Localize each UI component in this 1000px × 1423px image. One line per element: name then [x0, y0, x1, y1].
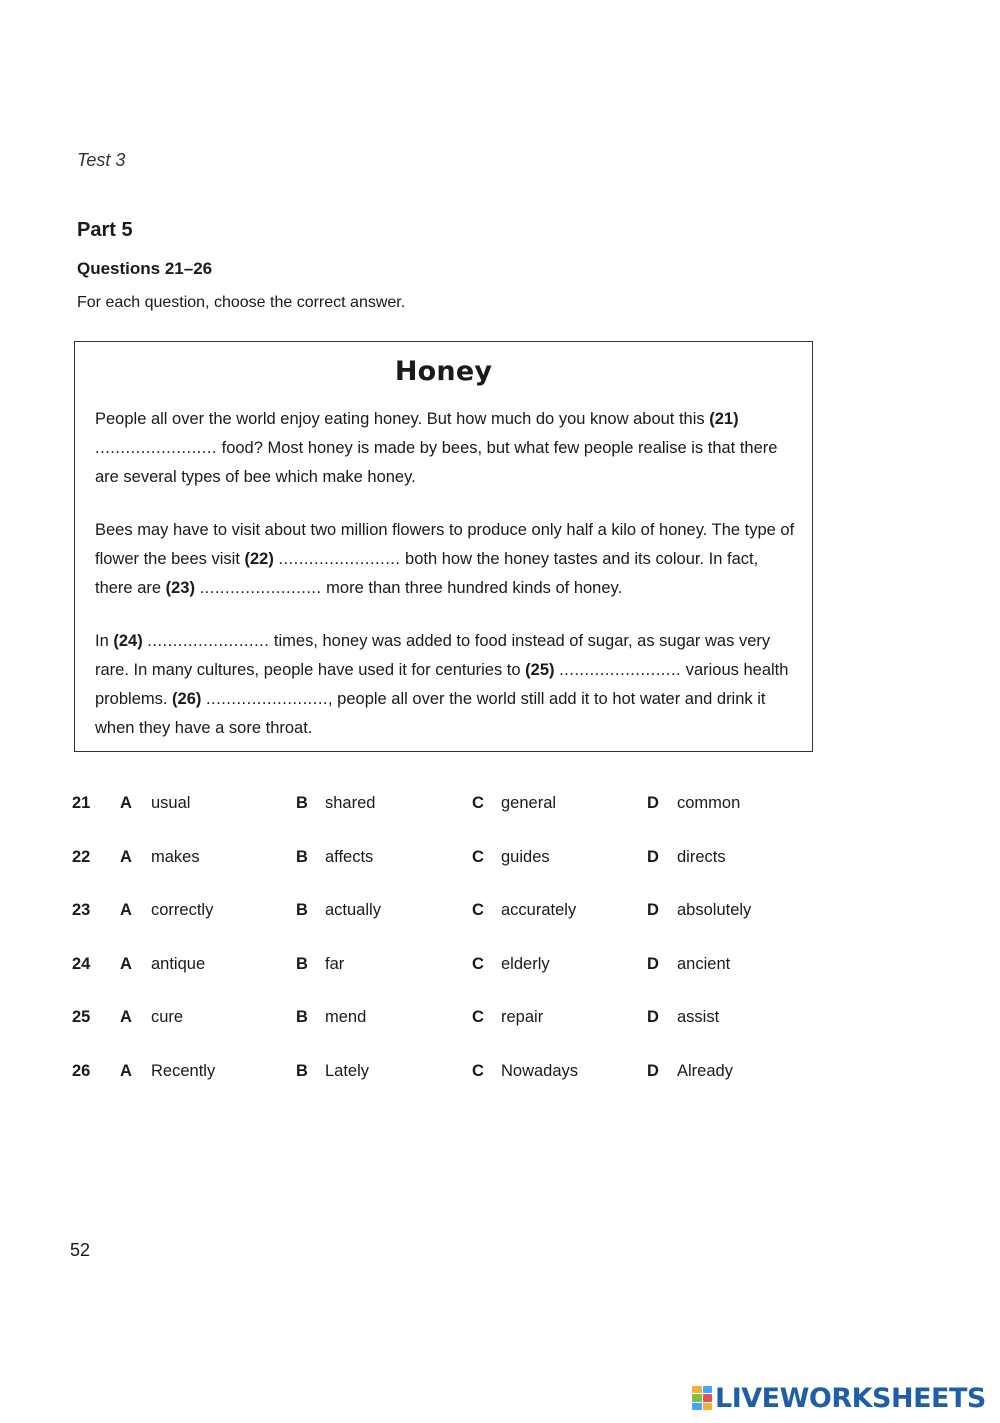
option-letter: C: [472, 1062, 484, 1080]
question-number: 25: [72, 1008, 91, 1026]
gap-22-label: (22): [244, 550, 274, 568]
gap-26-blank[interactable]: ........................: [205, 690, 328, 708]
option-letter: A: [120, 955, 132, 973]
option-letter: B: [296, 955, 308, 973]
option-25-c[interactable]: repair: [501, 1008, 544, 1026]
option-21-b[interactable]: shared: [325, 794, 376, 812]
option-25-d[interactable]: assist: [677, 1008, 720, 1026]
passage-paragraph-1: [95, 405, 795, 492]
options-row-25: [0, 1008, 1000, 1038]
option-letter: D: [647, 1062, 659, 1080]
gap-21-label: (21): [709, 410, 739, 428]
passage-text: In: [95, 632, 114, 650]
options-row-23: [0, 901, 1000, 931]
option-letter: B: [296, 1062, 308, 1080]
passage-text: times, honey was added to food instead of sugar, as sugar was very rare. In many cultures, people have used it for centuries to: [95, 632, 771, 679]
test-label: Test 3: [77, 150, 126, 170]
liveworksheets-logo-text: LIVEWORKSHEETS: [715, 1382, 986, 1414]
option-letter: D: [647, 794, 659, 812]
option-23-b[interactable]: actually: [325, 901, 381, 919]
option-21-d[interactable]: common: [677, 794, 741, 812]
questions-title: Questions 21–26: [77, 259, 213, 278]
passage-text: Bees may have to visit about two million flowers to produce only half a kilo of honey. The type of flower the bees visit: [95, 521, 795, 568]
page-number: 52: [70, 1240, 91, 1260]
passage-box: [74, 341, 813, 752]
option-letter: A: [120, 1008, 132, 1026]
option-letter: D: [647, 848, 659, 866]
option-22-a[interactable]: makes: [151, 848, 200, 866]
passage-text: food? Most honey is made by bees, but what few people realise is that there are several types of bee which make honey.: [95, 439, 778, 486]
passage-text: People all over the world enjoy eating honey. But how much do you know about this: [95, 410, 705, 428]
question-number: 23: [72, 901, 91, 919]
option-24-d[interactable]: ancient: [677, 955, 731, 973]
option-24-c[interactable]: elderly: [501, 955, 550, 973]
option-letter: D: [647, 901, 659, 919]
option-26-a[interactable]: Recently: [151, 1062, 216, 1080]
passage-text: both how the honey tastes and its colour. In fact, there are: [95, 550, 759, 597]
question-number: 21: [72, 794, 91, 812]
liveworksheets-logo[interactable]: [692, 1383, 986, 1413]
options-row-24: [0, 955, 1000, 985]
gap-22-blank[interactable]: ........................: [278, 550, 401, 568]
question-number: 22: [72, 848, 91, 866]
gap-23-label: (23): [165, 579, 195, 597]
option-letter: C: [472, 1008, 484, 1026]
option-letter: C: [472, 848, 484, 866]
part-title: Part 5: [77, 219, 133, 241]
option-24-a[interactable]: antique: [151, 955, 206, 973]
gap-24-blank[interactable]: ........................: [147, 632, 270, 650]
option-letter: C: [472, 901, 484, 919]
gap-21-blank[interactable]: ........................: [95, 439, 218, 457]
option-letter: C: [472, 955, 484, 973]
gap-24-label: (24): [113, 632, 143, 650]
question-number: 24: [72, 955, 91, 973]
option-22-b[interactable]: affects: [325, 848, 374, 866]
passage-text: more than three hundred kinds of honey.: [321, 579, 623, 597]
options-row-21: [0, 794, 1000, 824]
option-letter: D: [647, 955, 659, 973]
option-22-c[interactable]: guides: [501, 848, 550, 866]
options-row-22: [0, 848, 1000, 878]
option-letter: B: [296, 901, 308, 919]
passage-paragraph-2: [95, 516, 795, 603]
option-23-c[interactable]: accurately: [501, 901, 577, 919]
options-row-26: [0, 1062, 1000, 1092]
option-letter: A: [120, 794, 132, 812]
option-23-a[interactable]: correctly: [151, 901, 214, 919]
gap-26-label: (26): [172, 690, 202, 708]
option-24-b[interactable]: far: [325, 955, 345, 973]
liveworksheets-logo-icon: [692, 1386, 712, 1410]
option-22-d[interactable]: directs: [677, 848, 726, 866]
option-letter: A: [120, 848, 132, 866]
passage-text: , people all over the world still add it to hot water and drink it when they have a sore throat.: [95, 690, 766, 737]
passage-title: Honey: [394, 356, 493, 387]
option-letter: B: [296, 848, 308, 866]
option-23-d[interactable]: absolutely: [677, 901, 752, 919]
gap-25-label: (25): [525, 661, 555, 679]
option-letter: B: [296, 794, 308, 812]
option-25-a[interactable]: cure: [151, 1008, 184, 1026]
option-26-b[interactable]: Lately: [325, 1062, 370, 1080]
gap-23-blank[interactable]: ........................: [199, 579, 322, 597]
option-letter: D: [647, 1008, 659, 1026]
option-21-c[interactable]: general: [501, 794, 557, 812]
option-26-d[interactable]: Already: [677, 1062, 733, 1080]
question-number: 26: [72, 1062, 91, 1080]
option-21-a[interactable]: usual: [151, 794, 191, 812]
gap-25-blank[interactable]: ........................: [559, 661, 682, 679]
option-25-b[interactable]: mend: [325, 1008, 367, 1026]
option-letter: C: [472, 794, 484, 812]
passage-text: various health problems.: [95, 661, 789, 708]
passage-paragraph-3: [95, 627, 795, 743]
option-letter: A: [120, 1062, 132, 1080]
option-26-c[interactable]: Nowadays: [501, 1062, 579, 1080]
instruction-text: For each question, choose the correct answer.: [77, 294, 406, 311]
option-letter: B: [296, 1008, 308, 1026]
option-letter: A: [120, 901, 132, 919]
